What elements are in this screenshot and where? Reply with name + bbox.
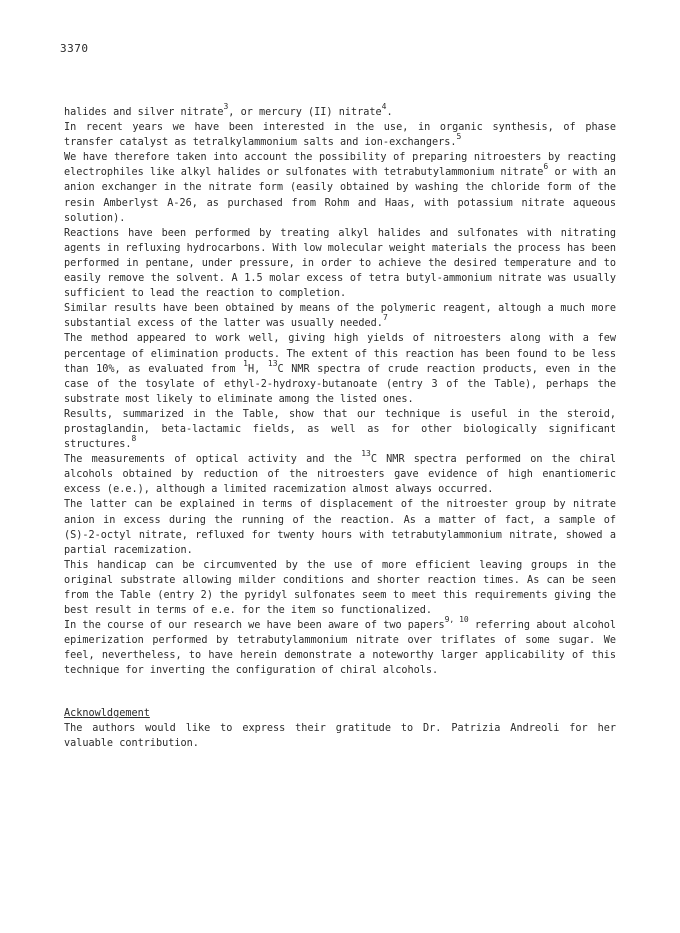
reference-superscript: 8 (131, 434, 137, 444)
paragraph (64, 558, 616, 618)
reference-superscript: 7 (382, 313, 388, 323)
text-segment: C NMR spectra performed on the chiral alcohols obtained by reduction of the nitroesters gave evidence of high enantiomeric excess (e.e.), although a limited racemization almost always occurred. (64, 454, 616, 496)
text-segment: , or mercury (II) nitrate (228, 107, 382, 118)
text-segment: Similar results have been obtained by means of the polymeric reagent, altough a much more substantial excess of the latter was usually needed. (64, 303, 616, 330)
text-segment: or with an anion exchanger in the nitrate form (easily obtained by washing the chloride form of the resin Amberlyst A-26, as purchased from Rohm and Haas, with potassium nitrate aqueous solution). (64, 167, 617, 224)
reference-superscript: 13 (267, 358, 278, 368)
acknowledgement-heading: Acknowldgement (64, 708, 150, 719)
paragraph (64, 150, 616, 225)
acknowledgement-text: The authors would like to express their gratitude to Dr. Patrizia Andreoli for her valuable contribution. (64, 723, 616, 750)
paragraph (64, 226, 616, 301)
paragraph (64, 407, 616, 452)
paragraph (64, 102, 616, 120)
text-segment: In the course of our research we have been aware of two papers (64, 620, 445, 632)
text-segment: Results, summarized in the Table, show that our technique is useful in the steroid, prostaglandin, beta-lactamic fields, as well as for other biologically significant structures. (64, 408, 616, 451)
paragraph (64, 497, 616, 557)
reference-superscript: 1 (243, 358, 248, 368)
text-segment: This handicap can be circumvented by the use of more efficient leaving groups in the original substrate allowing milder conditions and shorter reaction times. As can be seen from the Table (entry 2) the pyridyl sulfonates seem to meet this requirements giving the best result in terms of e.e. for the item so functionalized. (64, 559, 616, 617)
reference-superscript: 4 (381, 102, 387, 111)
paragraph (64, 449, 616, 497)
text-segment: . (386, 107, 393, 118)
paragraph (64, 120, 616, 150)
text-segment: Reactions have been performed by treating alkyl halides and sulfonates with nitrating agents in refluxing hydrocarbons. With low molecular weight materials the process has been performed in pentane, under pressure, in order to achieve the desired temperature and to easily remove the solvent. A 1.5 molar excess of tetra butyl-ammonium nitrate was usually sufficient to lead the reaction to completion. (64, 227, 617, 300)
text-segment: referring about alcohol epimerization performed by tetrabutylammonium nitrate over triflates of some sugar. We feel, nevertheless, to have herein demonstrate a noteworthy larger applicability of this technique for inverting the configuration of chiral alcohols. (64, 620, 616, 677)
acknowledgement-section (64, 706, 616, 751)
text-segment: The measurements of optical activity and the (64, 454, 362, 466)
reference-superscript: 3 (223, 102, 229, 111)
paragraph (64, 331, 616, 406)
reference-superscript: 13 (361, 449, 371, 459)
reference-superscript: 5 (456, 132, 462, 142)
text-segment: C NMR spectra of crude reaction products, even in the case of the tosylate of ethyl-2-hydroxy-butanoate (entry 3 of the Table), perhaps the substrate most likely to eliminate among the listed ones. (64, 363, 616, 405)
text-segment: halides and silver nitrate (64, 107, 224, 118)
body-text (64, 102, 617, 679)
reference-superscript: 9, 10 (444, 615, 469, 625)
text-segment: We have therefore taken into account the possibility of preparing nitroesters by reacting electrophiles like alkyl halides or sulfonates with tetrabutylammonium nitrate (64, 152, 616, 179)
text-segment: The method appeared to work well, giving high yields of nitroesters along with a few percentage of elimination products. The extent of this reaction has been found to be less than 10%, as evaluated from (64, 333, 616, 375)
page-number: 3370 (60, 42, 89, 55)
paragraph (64, 615, 616, 678)
reference-superscript: 6 (543, 162, 549, 172)
paragraph (64, 301, 616, 331)
text-segment: In recent years we have been interested in the use, in organic synthesis, of phase transfer catalyst as tetralkylammonium salts and ion-exchangers. (64, 122, 616, 149)
text-segment: The latter can be explained in terms of displacement of the nitroester group by nitrate anion in excess during the running of the reaction. As a matter of fact, a sample of (S)-2-octyl nitrate, refluxed for twenty hours with tetrabutylammonium nitrate, showed a partial racemization. (64, 499, 616, 556)
text-segment: H, (248, 363, 268, 375)
